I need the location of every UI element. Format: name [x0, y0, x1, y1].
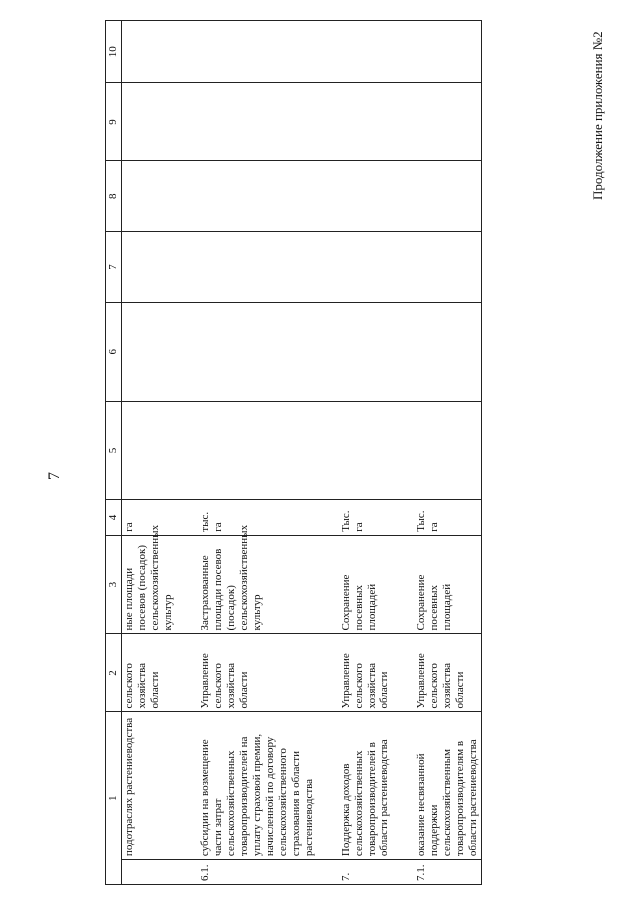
unit: Тыс. га [414, 500, 481, 535]
col9-values [339, 83, 393, 161]
responsible-agency: Управление сельского хозяйства области [339, 634, 393, 712]
row-number: 7. [339, 860, 393, 885]
col-header-1: 1 [106, 712, 122, 885]
col10-values [198, 21, 317, 83]
col7-values [414, 232, 481, 303]
measure-name: подотраслях растениеводства [121, 712, 175, 860]
responsible-agency: Управление сельского хозяйства области [198, 634, 317, 712]
col8-values [339, 161, 393, 232]
unit: Тыс. га [339, 500, 393, 535]
col-header-2: 2 [106, 634, 122, 712]
col6-values [339, 302, 393, 401]
column-number-row [106, 21, 122, 885]
table-row [317, 21, 339, 885]
col-header-5: 5 [106, 401, 122, 500]
col9-values [121, 83, 175, 161]
col10-values [339, 21, 393, 83]
table-row [176, 21, 198, 885]
table-row [392, 21, 414, 885]
col6-values [414, 302, 481, 401]
col7-values [339, 232, 393, 303]
col-header-6: 6 [106, 302, 122, 401]
col8-values [121, 161, 175, 232]
col6-values [121, 302, 175, 401]
data-table [105, 20, 482, 885]
table-row [198, 21, 317, 885]
col5-values [121, 401, 175, 500]
col5-values [414, 401, 481, 500]
table-row [121, 21, 175, 885]
col-header-4: 4 [106, 500, 122, 535]
row-number [121, 860, 175, 885]
col8-values [414, 161, 481, 232]
indicator-name: Застрахованные площади посевов (посадок) сельскохозяйственных культур [198, 535, 317, 634]
measure-name: субсидии на возмещение части затрат сельскохозяйственных товаропроизводителей на уплату страховой премии, начисленной по договору сельскохозяйственного страхования в области растениеводства [198, 712, 317, 860]
unit: га [121, 500, 175, 535]
col-header-7: 7 [106, 232, 122, 303]
col7-values [198, 232, 317, 303]
col6-values [198, 302, 317, 401]
col-header-9: 9 [106, 83, 122, 161]
responsible-agency: Управление сельского хозяйства области [414, 634, 481, 712]
col8-values [198, 161, 317, 232]
indicator-name: Сохранение посевных площадей [339, 535, 393, 634]
col5-values [339, 401, 393, 500]
col9-values [414, 83, 481, 161]
col-header-8: 8 [106, 161, 122, 232]
indicator-name: ные площади посевов (посадок) сельскохозяйственных культур [121, 535, 175, 634]
appendix-continuation-note: Продолжение приложения №2 [590, 31, 605, 200]
measure-name: Поддержка доходов сельскохозяйственных товаропроизводителей в области растениеводства [339, 712, 393, 860]
table-row [339, 21, 393, 885]
page-number: 7 [46, 472, 63, 480]
unit: тыс. га [198, 500, 317, 535]
table-row [414, 21, 481, 885]
measure-name: оказание несвязанной поддержки сельскохозяйственным товаропроизводителям в области растениеводства [414, 712, 481, 860]
col9-values [198, 83, 317, 161]
col-header-10: 10 [106, 21, 122, 83]
rotated-table-wrapper [105, 20, 525, 885]
col-header-3: 3 [106, 535, 122, 634]
col5-values [198, 401, 317, 500]
col10-values [121, 21, 175, 83]
row-number: 6.1. [198, 860, 317, 885]
row-number: 7.1. [414, 860, 481, 885]
col10-values [414, 21, 481, 83]
responsible-agency: сельского хозяйства области [121, 634, 175, 712]
indicator-name: Сохранение посевных площадей [414, 535, 481, 634]
col7-values [121, 232, 175, 303]
